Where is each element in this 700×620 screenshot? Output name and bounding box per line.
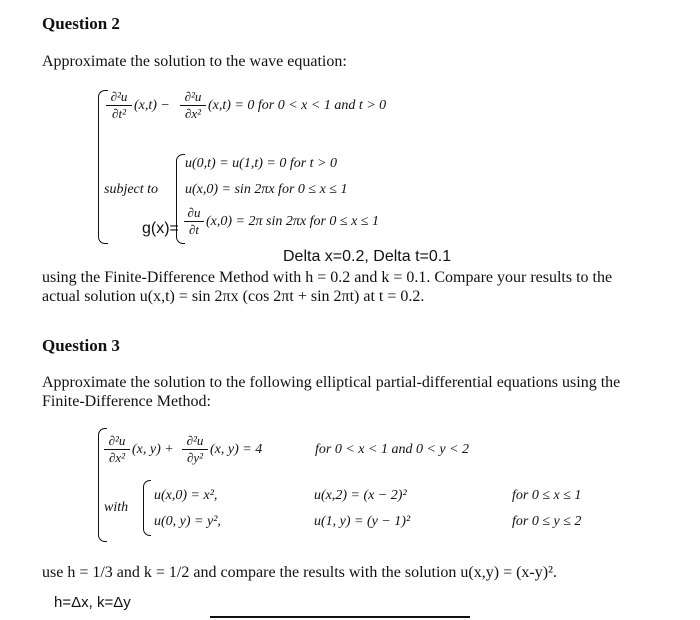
- question-3-text-line-2: Finite-Difference Method:: [42, 393, 211, 410]
- question-2-text-line-2: actual solution u(x,t) = sin 2πx (cos 2πt + sin 2πt) at t = 0.2.: [42, 288, 425, 305]
- question-2-heading: Question 2: [42, 14, 120, 33]
- pde-term1-denominator: ∂t²: [112, 106, 126, 121]
- elliptic-domain: for 0 < x < 1 and 0 < y < 2: [315, 442, 470, 457]
- g-label: g(x)=: [142, 220, 179, 237]
- elliptic-term2-fraction: [182, 434, 208, 465]
- elliptic-term1-denominator: ∂x²: [108, 450, 126, 465]
- pde-term1-fraction: [106, 90, 132, 121]
- question-3-heading: Question 3: [42, 336, 120, 355]
- range-x: for 0 ≤ x ≤ 1: [512, 488, 582, 503]
- delta-values: Delta x=0.2, Delta t=0.1: [283, 248, 452, 265]
- pde-term2-numerator: ∂²u: [184, 89, 202, 104]
- initial-velocity-fraction: [184, 206, 204, 237]
- pde-term1-args: (x,t) −: [134, 98, 170, 113]
- subject-to-label: subject to: [104, 182, 159, 197]
- underline-rule: [210, 616, 470, 618]
- elliptic-term2-args: (x, y) = 4: [210, 442, 263, 457]
- elliptic-term1-fraction: [104, 434, 130, 465]
- elliptic-term1-numerator: ∂²u: [108, 433, 126, 448]
- pde-term2-fraction: [180, 90, 206, 121]
- initial-condition-2: (x,0) = 2π sin 2πx for 0 ≤ x ≤ 1: [206, 214, 379, 229]
- range-y: for 0 ≤ y ≤ 2: [512, 514, 582, 529]
- elliptic-term2-denominator: ∂y²: [186, 450, 204, 465]
- boundary-u-1-y: u(1, y) = (y − 1)²: [314, 514, 411, 529]
- handwritten-note: h=Δx, k=Δy: [54, 594, 131, 611]
- question-2-intro: Approximate the solution to the wave equation:: [42, 53, 347, 70]
- boundary-condition-1: u(0,t) = u(1,t) = 0 for t > 0: [185, 156, 337, 171]
- boundary-brace: [143, 480, 151, 536]
- question-3-text-line-3: use h = 1/3 and k = 1/2 and compare the results with the solution u(x,y) = (x-y)².: [42, 564, 557, 581]
- pde-term2-args: (x,t) = 0 for 0 < x < 1 and t > 0: [208, 98, 387, 113]
- question-2-text-line-1: using the Finite-Difference Method with h = 0.2 and k = 0.1. Compare your results to the: [42, 269, 613, 286]
- initial-velocity-numerator: ∂u: [187, 205, 201, 220]
- elliptic-term2-numerator: ∂²u: [186, 433, 204, 448]
- pde-term2-denominator: ∂x²: [184, 106, 202, 121]
- elliptic-term1-args: (x, y) +: [132, 442, 174, 457]
- boundary-u-0-y: u(0, y) = y²,: [154, 514, 221, 529]
- pde-term1-numerator: ∂²u: [110, 89, 128, 104]
- with-label: with: [104, 500, 129, 515]
- question-3-text-line-1: Approximate the solution to the following elliptical partial-differential equations using the: [42, 374, 621, 391]
- initial-velocity-denominator: ∂t: [188, 222, 200, 237]
- initial-condition-1: u(x,0) = sin 2πx for 0 ≤ x ≤ 1: [185, 182, 348, 197]
- boundary-u-x-0: u(x,0) = x²,: [154, 488, 218, 503]
- boundary-u-x-2: u(x,2) = (x − 2)²: [314, 488, 407, 503]
